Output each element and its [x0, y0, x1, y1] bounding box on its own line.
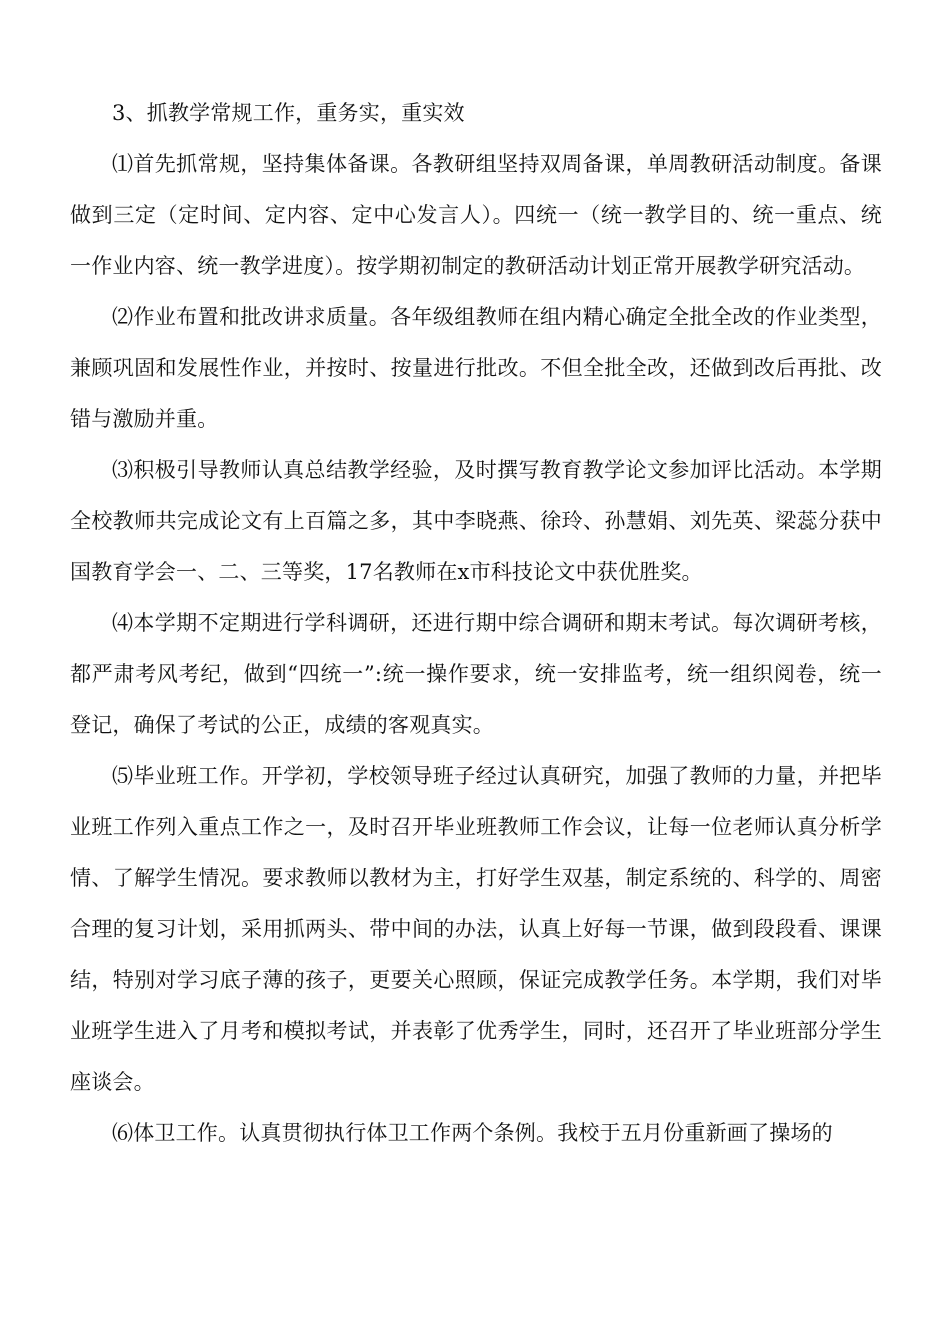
- paragraph-6: ⑹体卫工作。认真贯彻执行体卫工作两个条例。我校于五月份重新画了操场的: [112, 1121, 833, 1145]
- paragraph-1: ⑴首先抓常规，坚持集体备课。各教研组坚持双周备课，单周教研活动制度。备课做到三定（定时间、定内容、定中心发言人）。四统一（统一教学目的、统一重点、统一作业内容、统一教学进度）。按学期初制定的教研活动计划正常开展教学研究活动。: [70, 152, 882, 278]
- paragraph-3: ⑶积极引导教师认真总结教学经验，及时撰写教育教学论文参加评比活动。本学期全校教师共完成论文有上百篇之多，其中李晓燕、徐玲、孙慧娟、刘先英、梁蕊分获中国教育学会一、二、三等奖，17名教师在x市科技论文中获优胜奖。: [70, 458, 882, 584]
- document-body: [70, 88, 882, 1159]
- paragraph-4: ⑷本学期不定期进行学科调研，还进行期中综合调研和期末考试。每次调研考核，都严肃考风考纪，做到“四统一”:统一操作要求，统一安排监考，统一组织阅卷，统一登记，确保了考试的公正，成绩的客观真实。: [70, 611, 882, 737]
- paragraph-5: ⑸毕业班工作。开学初，学校领导班子经过认真研究，加强了教师的力量，并把毕业班工作列入重点工作之一，及时召开毕业班教师工作会议，让每一位老师认真分析学情、了解学生情况。要求教师以教材为主，打好学生双基，制定系统的、科学的、周密合理的复习计划，采用抓两头、带中间的办法，认真上好每一节课，做到段段看、课课结，特别对学习底子薄的孩子，更要关心照顾，保证完成教学任务。本学期，我们对毕业班学生进入了月考和模拟考试，并表彰了优秀学生，同时，还召开了毕业班部分学生座谈会。: [70, 764, 882, 1094]
- section-heading: 3、抓教学常规工作，重务实，重实效: [112, 101, 465, 125]
- paragraph-2: ⑵作业布置和批改讲求质量。各年级组教师在组内精心确定全批全改的作业类型，兼顾巩固和发展性作业，并按时、按量进行批改。不但全批全改，还做到改后再批、改错与激励并重。: [70, 305, 882, 431]
